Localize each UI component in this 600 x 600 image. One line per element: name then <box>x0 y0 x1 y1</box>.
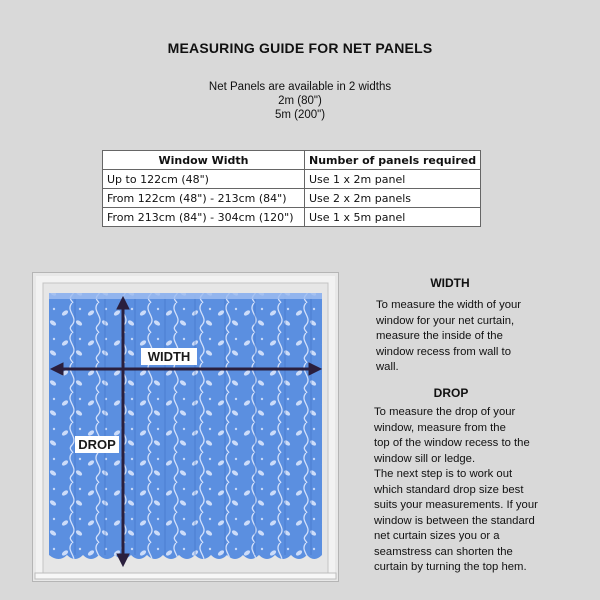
text-line: To measure the width of your <box>376 299 522 311</box>
text-line: The next step is to work out <box>374 468 513 480</box>
column-header-window-width: Window Width <box>103 151 305 170</box>
text-line: window recess from wall to <box>376 345 511 358</box>
intro-line: Net Panels are available in 2 widths <box>208 81 392 93</box>
text-line: measure the inside of the <box>376 330 503 342</box>
curtain-diagram <box>33 273 338 581</box>
text-line: curtain by turning the top hem. <box>374 561 527 573</box>
drop-heading: DROP <box>433 386 469 400</box>
text-line: net curtain sizes you or a <box>374 530 500 542</box>
column-header-panels-required: Number of panels required <box>305 151 481 170</box>
drop-label: DROP <box>78 437 116 452</box>
table-cell: Use 1 x 5m panel <box>305 208 481 227</box>
intro-text <box>0 80 600 122</box>
panels-table <box>102 150 481 227</box>
text-line: top of the window recess to the <box>374 437 530 449</box>
text-line: window is between the standard <box>374 514 535 527</box>
text-line: suits your measurements. If your <box>374 499 538 511</box>
intro-line: 5m (200") <box>274 109 326 121</box>
text-line: window for your net curtain, <box>376 314 515 327</box>
text-line: window sill or ledge. <box>374 452 476 465</box>
table-header-row <box>103 151 481 170</box>
table-cell: From 122cm (48") - 213cm (84") <box>103 189 305 208</box>
text-line: To measure the drop of your <box>374 406 516 418</box>
table-cell: Use 1 x 2m panel <box>305 170 481 189</box>
table-row <box>103 208 481 227</box>
window-illustration <box>32 272 339 582</box>
text-line: wall. <box>376 361 399 373</box>
table-row <box>103 189 481 208</box>
intro-line: 2m (80") <box>278 95 322 107</box>
width-label: WIDTH <box>147 349 191 364</box>
text-line: window, measure from the <box>374 421 506 434</box>
table-cell: Use 2 x 2m panels <box>305 189 481 208</box>
table-cell: From 213cm (84") - 304cm (120") <box>103 208 305 227</box>
table-row <box>103 170 481 189</box>
drop-instructions <box>374 405 584 576</box>
page-title: MEASURING GUIDE FOR NET PANELS <box>167 40 433 56</box>
text-line: which standard drop size best <box>374 483 524 496</box>
text-line: seamstress can shorten the <box>374 545 513 558</box>
width-heading: WIDTH <box>430 276 470 290</box>
table-cell: Up to 122cm (48") <box>103 170 305 189</box>
width-instructions <box>376 298 576 376</box>
